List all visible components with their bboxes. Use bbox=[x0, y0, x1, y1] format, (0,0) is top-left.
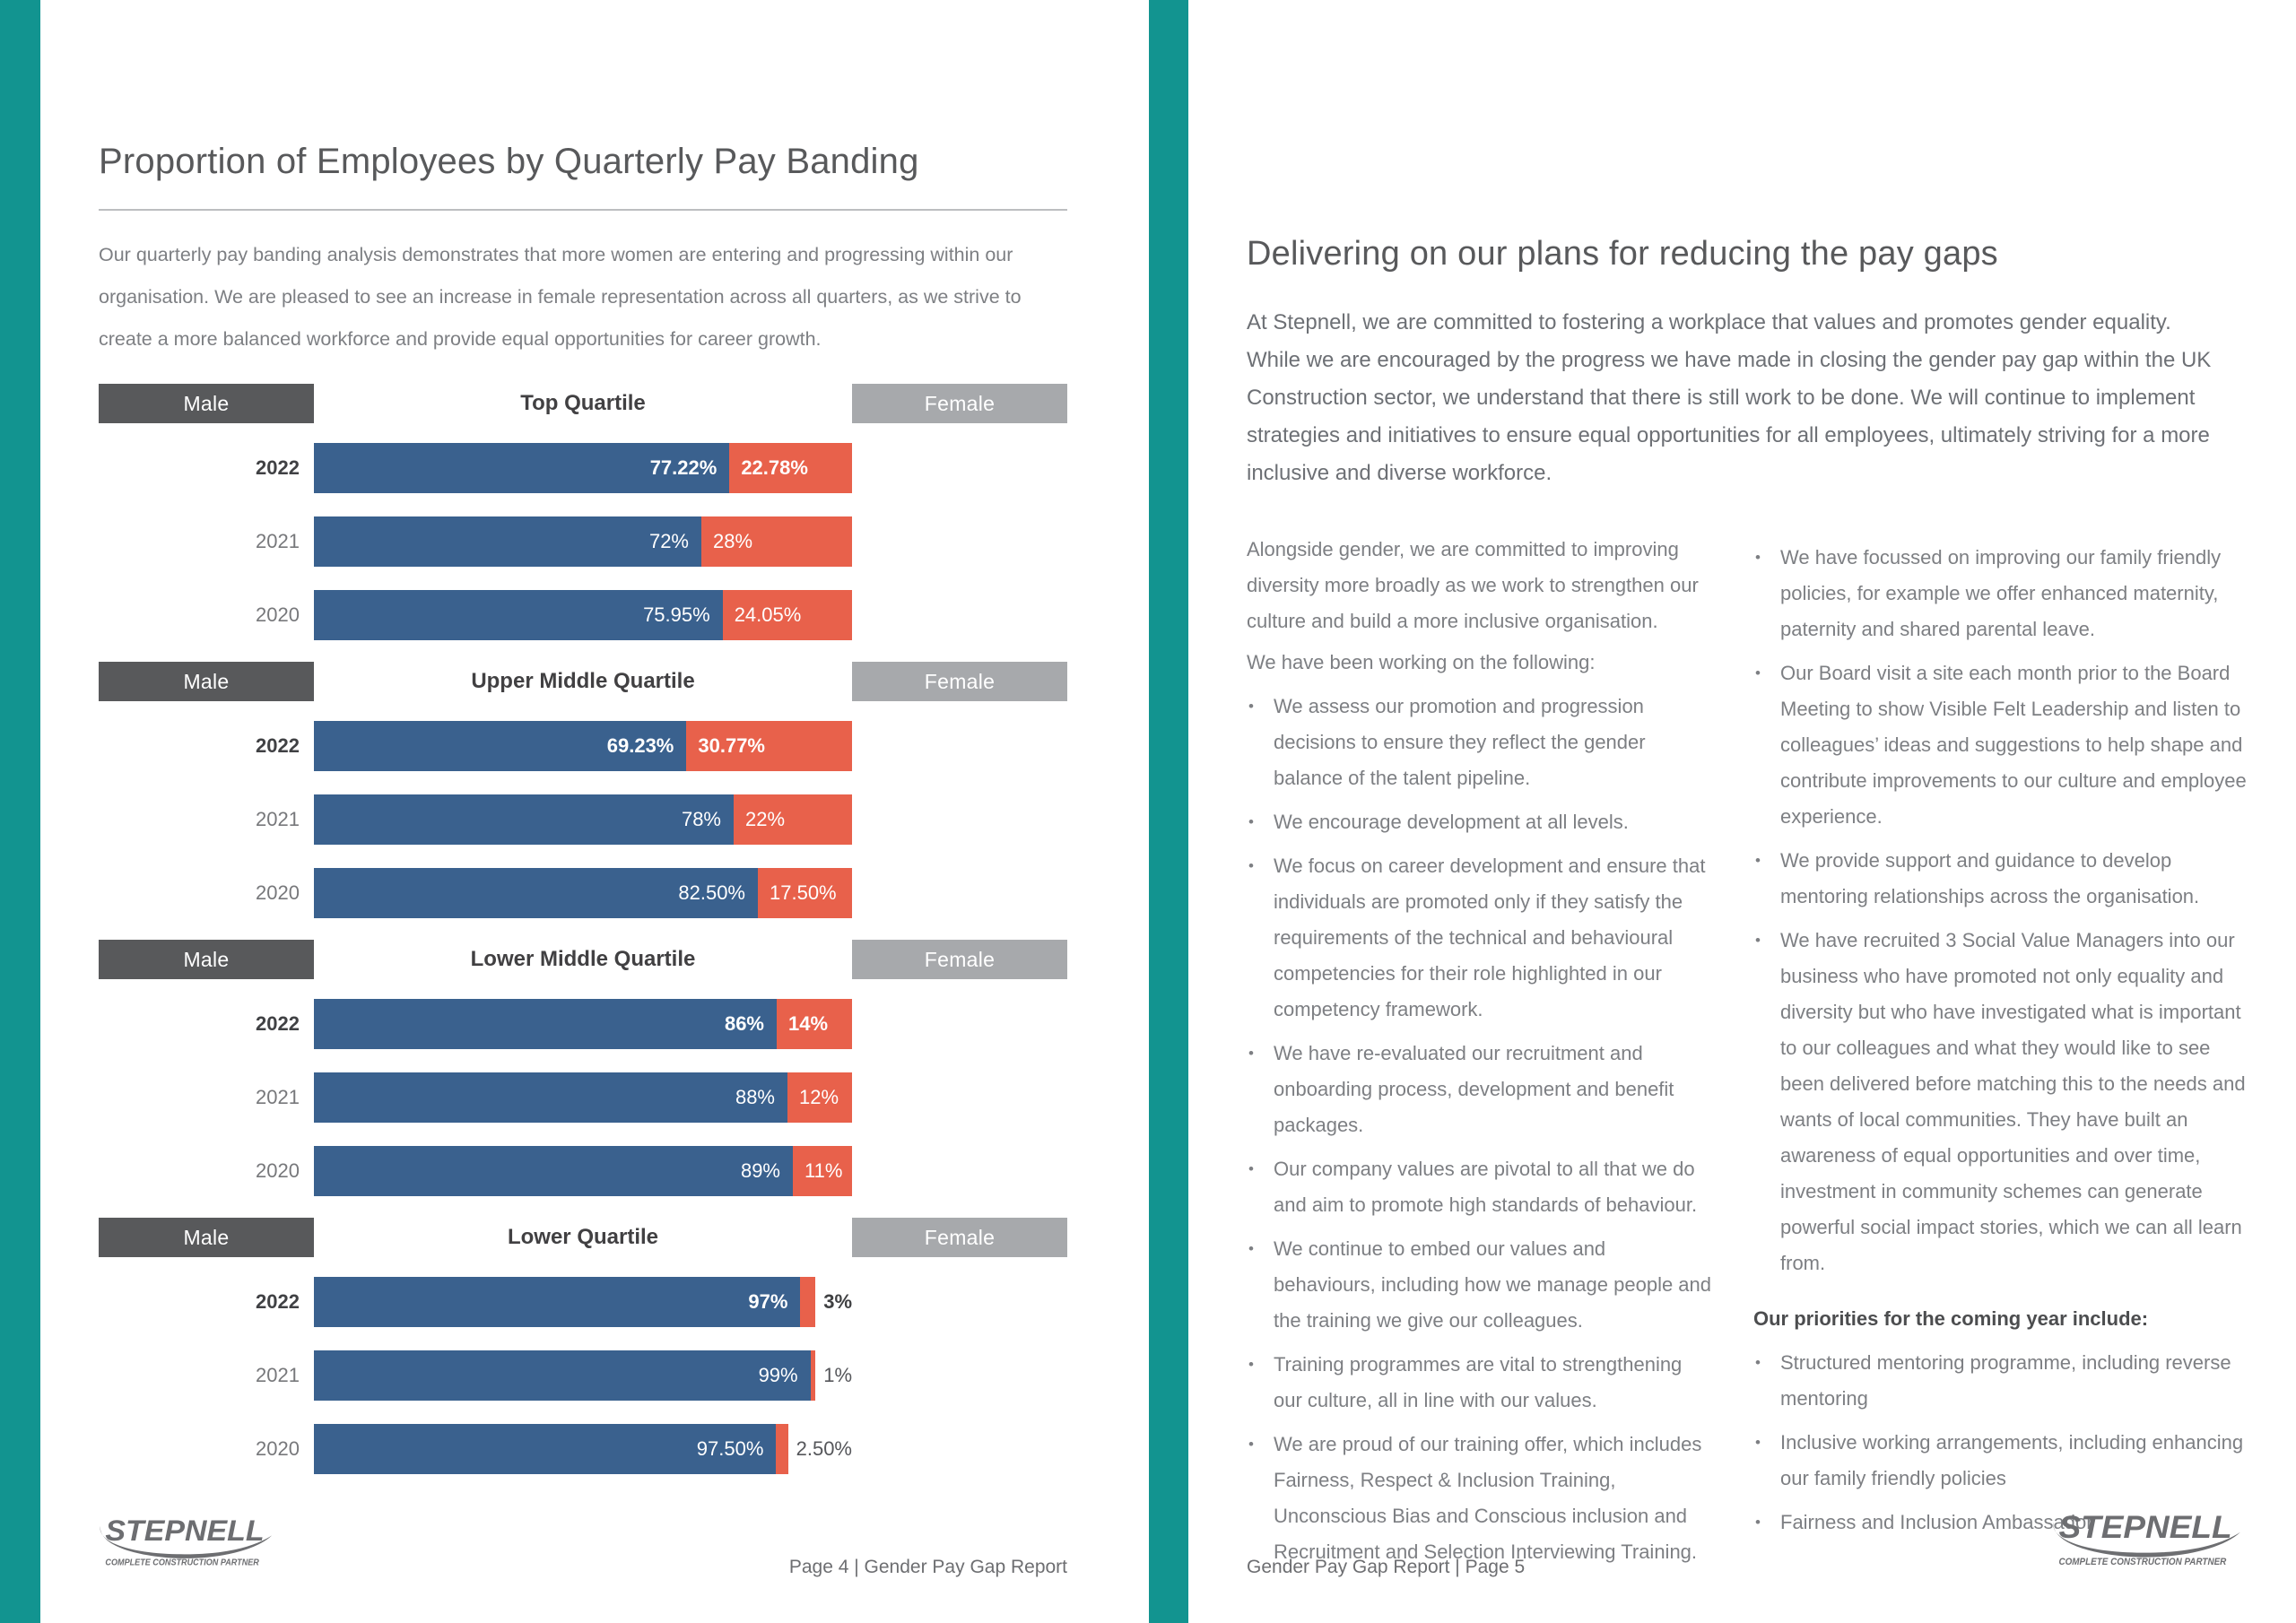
bullet-dot-icon: • bbox=[1755, 1514, 1761, 1531]
column-right bbox=[1753, 532, 2247, 1578]
chart-header-row bbox=[99, 1218, 1067, 1257]
year-label: 2022 bbox=[256, 734, 300, 757]
bullet-text: We encourage development at all levels. bbox=[1274, 811, 1629, 833]
male-bar-segment bbox=[314, 868, 758, 918]
bar-row bbox=[99, 794, 1067, 845]
bars-area bbox=[99, 721, 1067, 918]
lead-paragraph-2: We have been working on the following: bbox=[1247, 651, 1596, 673]
female-legend-box: Female bbox=[852, 1218, 1067, 1257]
bullet-dot-icon: • bbox=[1248, 1160, 1254, 1177]
male-value-label: 72% bbox=[648, 530, 689, 552]
female-value-label: 22.78% bbox=[741, 456, 808, 479]
bar-track bbox=[314, 1424, 852, 1474]
bullet-text: Training programmes are vital to strengthening our culture, all in line with our values. bbox=[1274, 1353, 1683, 1411]
male-bar-segment bbox=[314, 1424, 776, 1474]
female-value-label: 28% bbox=[713, 530, 753, 552]
male-value-label: 97% bbox=[748, 1290, 788, 1313]
quartile-chart bbox=[99, 662, 1067, 918]
bar-row bbox=[99, 443, 1067, 493]
two-column-layout bbox=[1247, 532, 2247, 1578]
lead-paragraph: Alongside gender, we are committed to improving diversity more broadly as we work to strengthen our culture and build a more inclusive organisation. bbox=[1247, 538, 1699, 632]
bullet-dot-icon: • bbox=[1755, 549, 1761, 566]
year-label: 2022 bbox=[256, 456, 300, 479]
intro-paragraph: Our quarterly pay banding analysis demonstrates that more women are entering and progressing within our organisation. We are pleased to see an increase in female representation across all quarters, as we strive to create a more balanced workforce and provide equal opportunities for career growth. bbox=[99, 244, 1022, 350]
bullet-list bbox=[1247, 689, 1711, 1570]
bullet-item bbox=[1247, 689, 1711, 796]
bar-row bbox=[99, 590, 1067, 640]
bars-area bbox=[99, 1277, 1067, 1474]
bullet-text: Fairness and Inclusion Ambassador bbox=[1780, 1511, 2093, 1533]
quartile-chart bbox=[99, 384, 1067, 640]
bullet-item bbox=[1753, 1425, 2247, 1497]
bullet-text: Inclusive working arrangements, including enhancing our family friendly policies bbox=[1780, 1431, 2244, 1489]
logo-tagline: COMPLETE CONSTRUCTION PARTNER bbox=[105, 1558, 260, 1568]
bar-track bbox=[314, 443, 852, 493]
stepnell-logo bbox=[2048, 1508, 2243, 1569]
bar-track bbox=[314, 868, 852, 918]
male-value-label: 86% bbox=[724, 1012, 764, 1035]
female-bar-segment bbox=[686, 721, 852, 771]
bullet-text: We have recruited 3 Social Value Managers into our business who have promoted not only equality and diversity but who have investigated what is important to our colleagues and what they would like to see been delivered before matching this to the needs and wants of local communities. They have built an awareness of equal opportunities and over time, investment in community schemes can generate powerful social impact stories, which we can all learn from. bbox=[1780, 929, 2246, 1274]
male-value-label: 78% bbox=[681, 808, 721, 830]
female-value-label: 14% bbox=[788, 1012, 829, 1035]
male-legend-box: Male bbox=[99, 940, 314, 979]
female-value-label: 24.05% bbox=[734, 603, 802, 626]
bullet-item bbox=[1247, 1036, 1711, 1143]
bullet-dot-icon: • bbox=[1755, 1354, 1761, 1371]
page-footer-left: Page 4 | Gender Pay Gap Report bbox=[788, 1557, 1067, 1577]
bar-track bbox=[314, 721, 852, 771]
female-value-label: 2.50% bbox=[796, 1437, 852, 1460]
bullet-item bbox=[1753, 540, 2247, 647]
bullet-item bbox=[1247, 804, 1711, 840]
male-bar-segment bbox=[314, 1146, 793, 1196]
female-bar-segment bbox=[729, 443, 852, 493]
quartile-title: Lower Middle Quartile bbox=[470, 947, 696, 971]
bullet-item bbox=[1247, 1347, 1711, 1419]
female-bar-segment bbox=[776, 1424, 787, 1474]
bullet-text: Our company values are pivotal to all that we do and aim to promote high standards of behaviour. bbox=[1274, 1158, 1698, 1216]
male-value-label: 69.23% bbox=[606, 734, 674, 757]
quartile-title: Upper Middle Quartile bbox=[471, 669, 695, 693]
female-legend-box: Female bbox=[852, 662, 1067, 701]
bar-row bbox=[99, 1277, 1067, 1327]
bullet-text: Structured mentoring programme, including reverse mentoring bbox=[1780, 1351, 2231, 1410]
page-4 bbox=[99, 0, 1067, 1496]
bullet-item bbox=[1753, 655, 2247, 835]
quartile-chart bbox=[99, 940, 1067, 1196]
female-value-label: 11% bbox=[804, 1159, 843, 1182]
bullet-item bbox=[1247, 848, 1711, 1028]
bullet-dot-icon: • bbox=[1755, 852, 1761, 869]
year-label: 2020 bbox=[256, 1437, 300, 1460]
bar-row bbox=[99, 721, 1067, 771]
bullet-dot-icon: • bbox=[1248, 857, 1254, 874]
left-accent-strip bbox=[0, 0, 40, 1623]
bullet-text: We are proud of our training offer, which includes Fairness, Respect & Inclusion Training, Unconscious Bias and Conscious inclusion and Recruitment and Selection Interviewing Training. bbox=[1274, 1433, 1702, 1563]
female-value-label: 30.77% bbox=[698, 734, 765, 757]
year-label: 2021 bbox=[256, 530, 300, 552]
female-value-label: 17.50% bbox=[770, 881, 837, 904]
female-value-label: 22% bbox=[745, 808, 786, 830]
bullet-text: Our Board visit a site each month prior to the Board Meeting to show Visible Felt Leadership and listen to colleagues’ ideas and suggestions to help shape and contribute improvements to our culture and employee experience. bbox=[1780, 662, 2247, 828]
quartile-title: Top Quartile bbox=[520, 391, 646, 415]
male-bar-segment bbox=[314, 794, 734, 845]
stepnell-logo bbox=[95, 1514, 274, 1569]
male-value-label: 99% bbox=[758, 1364, 798, 1386]
male-value-label: 82.50% bbox=[678, 881, 745, 904]
male-bar-segment bbox=[314, 1350, 811, 1401]
bullet-dot-icon: • bbox=[1248, 1045, 1254, 1062]
female-legend-box: Female bbox=[852, 384, 1067, 423]
bar-row bbox=[99, 1350, 1067, 1401]
bullet-item bbox=[1247, 1231, 1711, 1339]
bullet-dot-icon: • bbox=[1755, 932, 1761, 949]
male-bar-segment bbox=[314, 721, 686, 771]
bullet-dot-icon: • bbox=[1755, 664, 1761, 681]
bullet-dot-icon: • bbox=[1248, 698, 1254, 715]
center-accent-strip bbox=[1149, 0, 1188, 1623]
bar-row bbox=[99, 868, 1067, 918]
year-label: 2021 bbox=[256, 1086, 300, 1108]
bar-track bbox=[314, 1146, 852, 1196]
bar-row bbox=[99, 1072, 1067, 1123]
bullet-dot-icon: • bbox=[1755, 1434, 1761, 1451]
male-value-label: 88% bbox=[735, 1086, 775, 1108]
male-legend-box: Male bbox=[99, 662, 314, 701]
male-value-label: 75.95% bbox=[643, 603, 710, 626]
bullet-list bbox=[1753, 540, 2247, 1281]
year-label: 2020 bbox=[256, 603, 300, 626]
bar-row bbox=[99, 1424, 1067, 1474]
priorities-heading: Our priorities for the coming year include: bbox=[1753, 1307, 2149, 1330]
bullet-dot-icon: • bbox=[1248, 1356, 1254, 1373]
male-value-label: 77.22% bbox=[649, 456, 718, 479]
bullet-item bbox=[1247, 1427, 1711, 1570]
logo-tagline: COMPLETE CONSTRUCTION PARTNER bbox=[2058, 1557, 2227, 1568]
bullet-dot-icon: • bbox=[1248, 1436, 1254, 1453]
male-bar-segment bbox=[314, 1277, 800, 1327]
bar-row bbox=[99, 999, 1067, 1049]
logo-wordmark: STEPNELL bbox=[105, 1515, 265, 1548]
female-bar-segment bbox=[787, 1072, 852, 1123]
female-value-label: 1% bbox=[823, 1364, 852, 1386]
bullet-dot-icon: • bbox=[1248, 813, 1254, 830]
bar-row bbox=[99, 1146, 1067, 1196]
chart-header-row bbox=[99, 384, 1067, 423]
bar-track bbox=[314, 999, 852, 1049]
female-bar-segment bbox=[793, 1146, 852, 1196]
female-bar-segment bbox=[777, 999, 852, 1049]
bar-track bbox=[314, 1072, 852, 1123]
chart-header-row bbox=[99, 662, 1067, 701]
male-bar-segment bbox=[314, 999, 777, 1049]
female-bar-segment bbox=[758, 868, 852, 918]
logo-wordmark: STEPNELL bbox=[2058, 1509, 2232, 1545]
female-bar-segment bbox=[734, 794, 852, 845]
chart-header-row bbox=[99, 940, 1067, 979]
quartile-title: Lower Quartile bbox=[507, 1225, 659, 1249]
page-footer-right: Gender Pay Gap Report | Page 5 bbox=[1247, 1557, 1526, 1577]
bullet-item bbox=[1753, 843, 2247, 915]
bar-track bbox=[314, 1277, 852, 1327]
year-label: 2022 bbox=[256, 1012, 300, 1035]
bullet-text: We have focussed on improving our family friendly policies, for example we offer enhanced maternity, paternity and shared parental leave. bbox=[1780, 546, 2222, 640]
bullet-text: We provide support and guidance to develop mentoring relationships across the organisation. bbox=[1780, 849, 2200, 907]
male-value-label: 89% bbox=[740, 1159, 780, 1182]
male-bar-segment bbox=[314, 1072, 787, 1123]
bullet-text: We focus on career development and ensure that individuals are promoted only if they satisfy the requirements of the technical and behavioural competencies for their role highlighted in our competency framework. bbox=[1274, 855, 1706, 1020]
female-bar-segment bbox=[800, 1277, 815, 1327]
bullet-text: We continue to embed our values and behaviours, including how we manage people and the training we give our colleagues. bbox=[1274, 1237, 1712, 1332]
bar-row bbox=[99, 516, 1067, 567]
male-legend-box: Male bbox=[99, 384, 314, 423]
page-5 bbox=[1247, 0, 2247, 1578]
male-bar-segment bbox=[314, 516, 701, 567]
female-bar-segment bbox=[701, 516, 852, 567]
year-label: 2021 bbox=[256, 1364, 300, 1386]
female-bar-segment bbox=[811, 1350, 816, 1401]
year-label: 2022 bbox=[256, 1290, 300, 1313]
female-legend-box: Female bbox=[852, 940, 1067, 979]
column-left bbox=[1247, 532, 1711, 1578]
title-divider bbox=[99, 209, 1067, 211]
bar-track bbox=[314, 1350, 852, 1401]
bullet-text: We have re-evaluated our recruitment and onboarding process, development and benefit packages. bbox=[1274, 1042, 1674, 1136]
male-bar-segment bbox=[314, 590, 723, 640]
bars-area bbox=[99, 999, 1067, 1196]
bullet-text: We assess our promotion and progression decisions to ensure they reflect the gender balance of the talent pipeline. bbox=[1274, 695, 1646, 789]
female-bar-segment bbox=[723, 590, 852, 640]
bar-track bbox=[314, 590, 852, 640]
bullet-item bbox=[1247, 1151, 1711, 1223]
page-title: Delivering on our plans for reducing the pay gaps bbox=[1247, 235, 1998, 273]
quartile-chart bbox=[99, 1218, 1067, 1474]
male-legend-box: Male bbox=[99, 1218, 314, 1257]
year-label: 2020 bbox=[256, 881, 300, 904]
female-value-label: 3% bbox=[823, 1290, 852, 1313]
intro-paragraph: At Stepnell, we are committed to fostering a workplace that values and promotes gender equality. While we are encouraged by the progress we have made in closing the gender pay gap within the UK Construction sector, we understand that there is still work to be done. We will continue to implement strategies and initiatives to ensure equal opportunities for all employees, ultimately striving for a more inclusive and diverse workforce. bbox=[1247, 310, 2212, 485]
bar-track bbox=[314, 794, 852, 845]
bar-track bbox=[314, 516, 852, 567]
year-label: 2020 bbox=[256, 1159, 300, 1182]
bullet-dot-icon: • bbox=[1248, 1240, 1254, 1257]
female-value-label: 12% bbox=[799, 1086, 839, 1108]
year-label: 2021 bbox=[256, 808, 300, 830]
bullet-item bbox=[1753, 923, 2247, 1281]
male-bar-segment bbox=[314, 443, 729, 493]
page-title: Proportion of Employees by Quarterly Pay Banding bbox=[99, 142, 919, 181]
chart-sections bbox=[99, 384, 1067, 1474]
bars-area bbox=[99, 443, 1067, 640]
male-value-label: 97.50% bbox=[696, 1437, 764, 1460]
bullet-item bbox=[1753, 1345, 2247, 1417]
